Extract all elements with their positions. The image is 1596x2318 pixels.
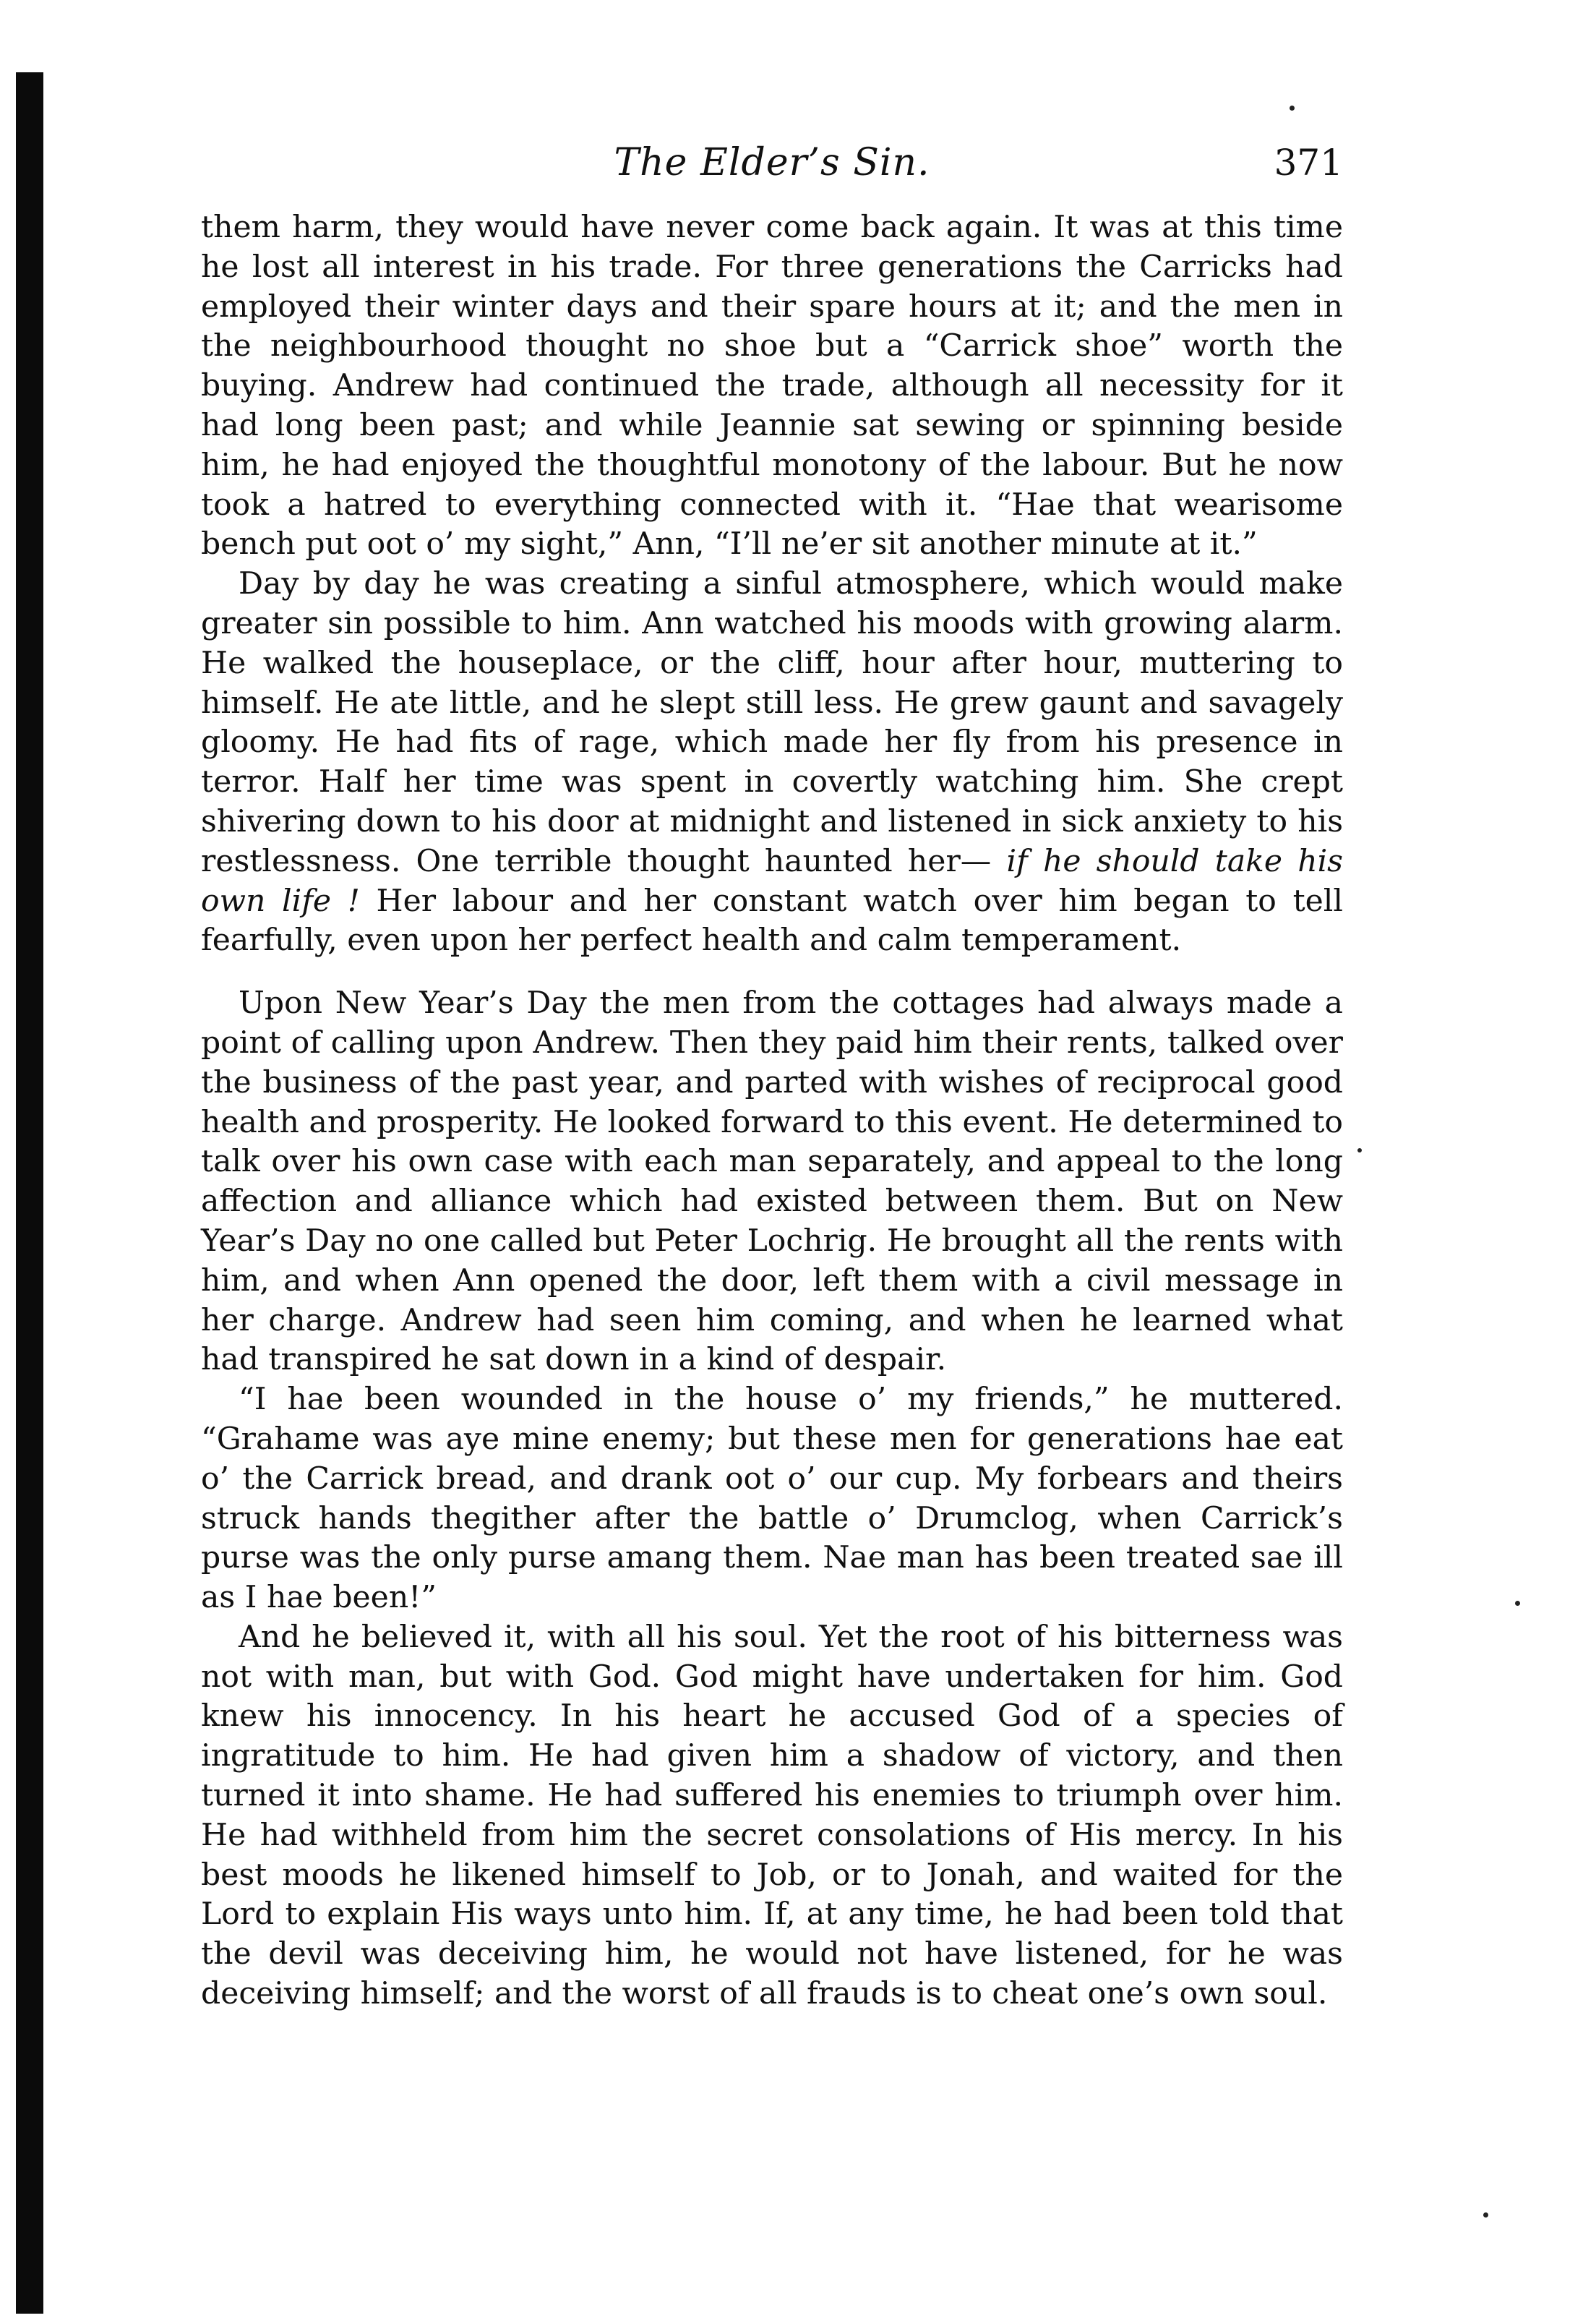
page-number: 371: [1274, 142, 1343, 184]
page-body: [201, 208, 1343, 2014]
margin-speck: [1515, 1601, 1520, 1606]
margin-speck: [1483, 2212, 1488, 2218]
paragraph-andrew-speech: “I hae been wounded in the house o’ my friends,” he muttered. “Grahame was aye mine enemy; but these men for generations hae eat o’ the Carrick bread, and drank oot o’ our cup. My forbears and theirs struck hands thegither after the battle o’ Drumclog, when Carrick’s purse was the only purse amang them. Nae man has been treated sae ill as I hae been!”: [201, 1382, 1343, 1616]
binding-shadow: [16, 72, 43, 2314]
page-header: [201, 137, 1343, 188]
paragraph-sinful-atmosphere: [201, 565, 1343, 961]
paragraph-text: Her labour and her constant watch over him began to tell fearfully, even upon her perfect health and calm temperament.: [201, 883, 1343, 959]
italic-thought: if he should take his own life !: [201, 843, 1343, 919]
paragraph-continuation: them harm, they would have never come back again. It was at this time he lost all interest in his trade. For three generations the Carricks had employed their winter days and their spare hours at it; and the men in the neighbourhood thought no shoe but a “Carrick shoe” worth the buying. Andrew had continued the trade, although all necessity for it had long been past; and while Jeannie sat sewing or spinning beside him, he had enjoyed the thoughtful monotony of the labour. But he now took a hatred to everything connected with it. “Hae that wearisome bench put oot o’ my sight,” Ann, “I’ll ne’er sit another minute at it.”: [201, 210, 1343, 563]
paragraph-bitterness: And he believed it, with all his soul. Yet the root of his bitterness was not with man, but with God. God might have undertaken for him. God knew his innocency. In his heart he accused God of a species of ingratitude to him. He had given him a shadow of victory, and then turned it into shame. He had suffered his enemies to triumph over him. He had withheld from him the secret consolations of His mercy. In his best moods he likened himself to Job, or to Jonah, and waited for the Lord to explain His ways unto him. If, at any time, he had been told that the devil was deceiving him, he would not have listened, for he was deceiving himself; and the worst of all frauds is to cheat one’s own soul.: [201, 1619, 1343, 2012]
paragraph-new-years-day: Upon New Year’s Day the men from the cottages had always made a point of calling upon Andrew. Then they paid him their rents, talked over the business of the past year, and parted with wishes of reciprocal good health and prosperity. He looked forward to this event. He determined to talk over his own case with each man separately, and appeal to the long affection and alliance which had existed between them. But on New Year’s Day no one called but Peter Lochrig. He brought all the rents with him, and when Ann opened the door, left them with a civil message in her charge. Andrew had seen him coming, and when he learned what had transpired he sat down in a kind of despair.: [201, 985, 1343, 1378]
paragraph-text: Day by day he was creating a sinful atmosphere, which would make greater sin possible to him. Ann watched his moods with growing alarm. He walked the houseplace, or the cliff, hour after hour, muttering to himself. He ate little, and he slept still less. He grew gaunt and savagely gloomy. He had fits of rage, which made her fly from his presence in terror. Half her time was spent in covertly watching him. She crept shivering down to his door at midnight and listened in sick anxiety to his restlessness. One terrible thought haunted her—: [201, 566, 1343, 879]
binding-edge: [0, 0, 56, 2318]
margin-speck: [1357, 1148, 1362, 1152]
running-title: The Elder’s Sin.: [614, 141, 930, 184]
margin-speck: [1290, 106, 1295, 111]
